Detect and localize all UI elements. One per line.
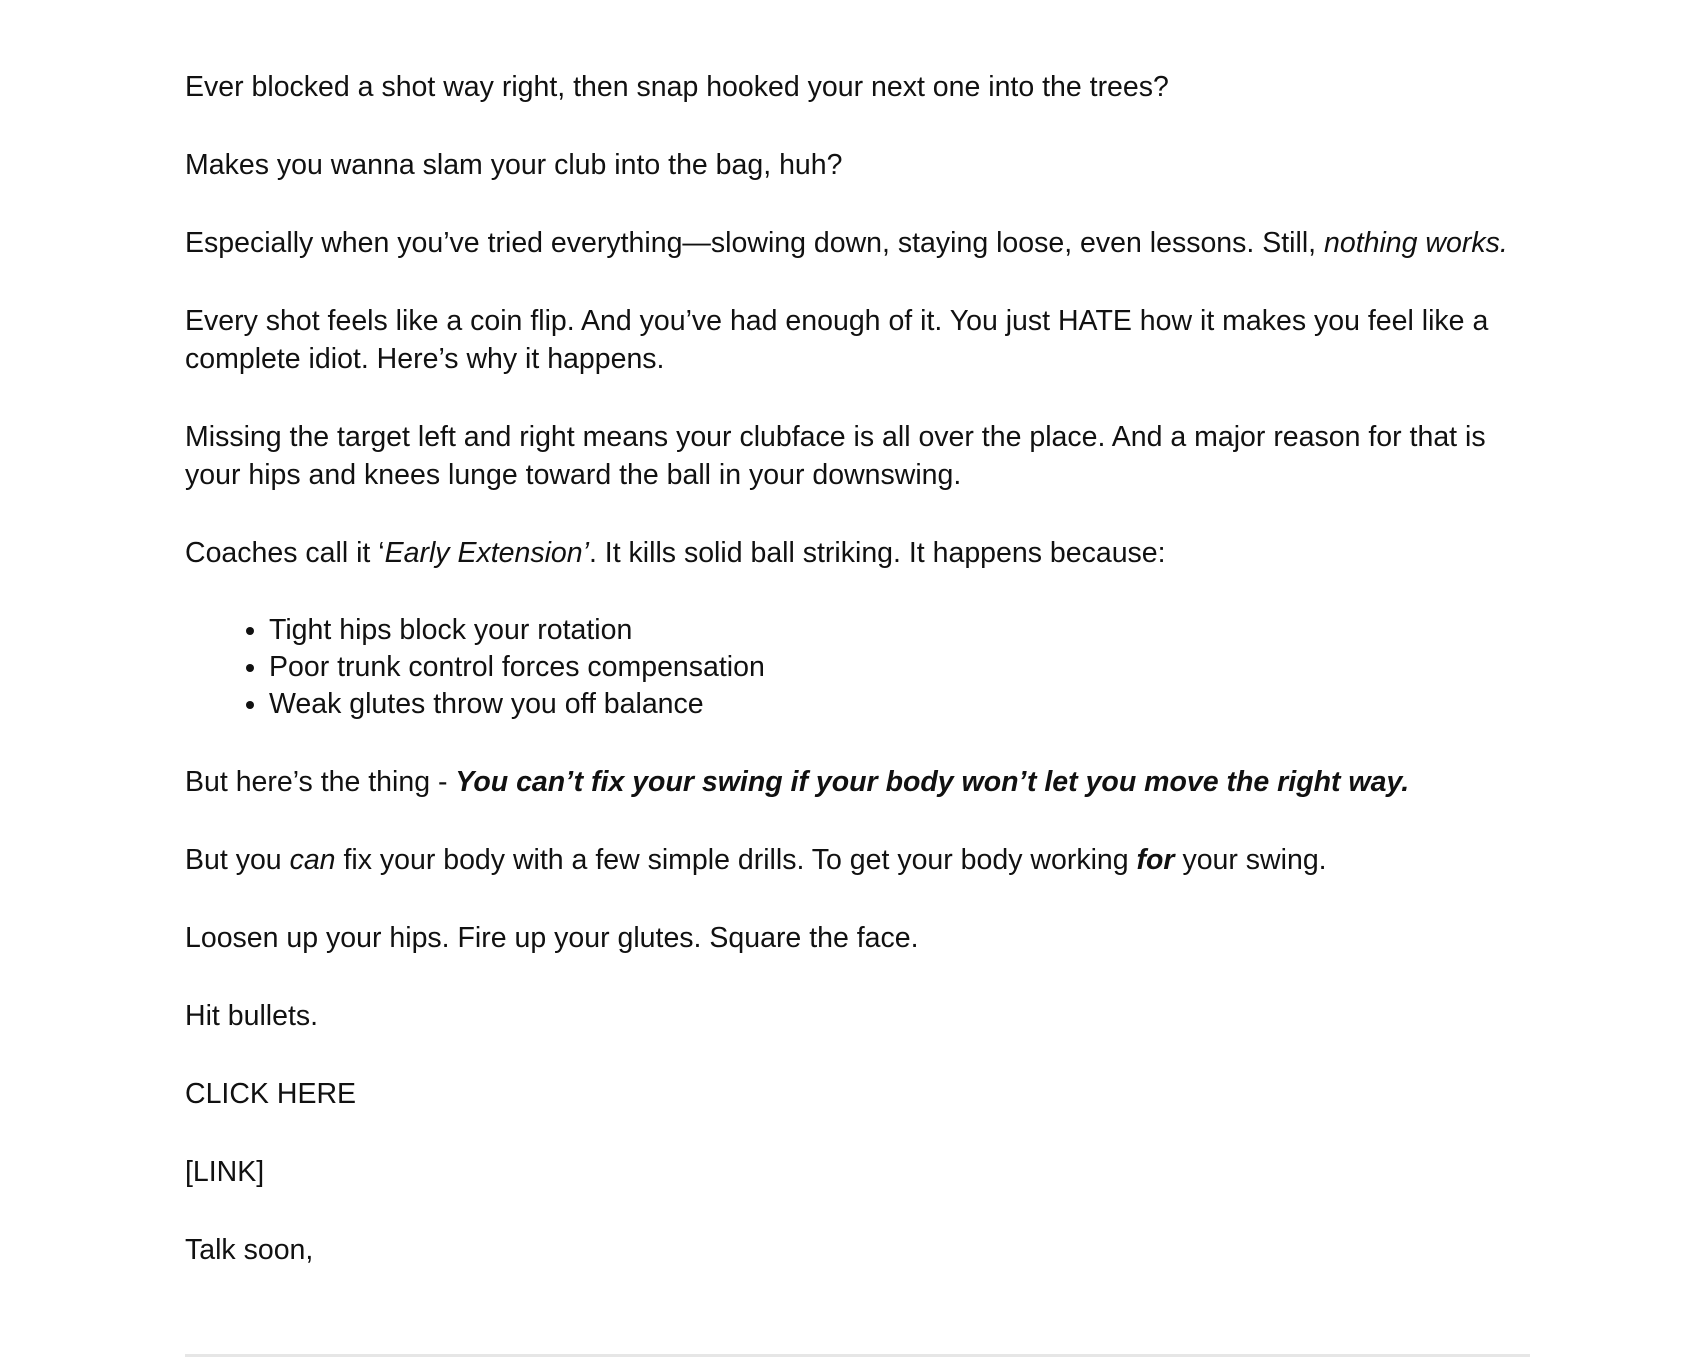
- divider: [185, 1354, 1530, 1357]
- paragraph-slam-club: Makes you wanna slam your club into the bag, huh?: [185, 149, 843, 181]
- reasons-list: [185, 612, 1530, 723]
- emphasis-can: can: [289, 844, 336, 876]
- paragraph-text: Coaches call it ‘: [185, 537, 385, 569]
- cta-click-here[interactable]: CLICK HERE: [185, 1078, 357, 1110]
- emphasis-nothing-works: nothing works.: [1324, 227, 1508, 259]
- paragraph-clubface: Missing the target left and right means your clubface is all over the place. And a major reason for that is your hips and knees lunge toward the ball in your downswing.: [185, 421, 1486, 491]
- paragraph-blocked-shot: Ever blocked a shot way right, then snap hooked your next one into the trees?: [185, 71, 1169, 103]
- paragraph-text: But here’s the thing -: [185, 766, 456, 798]
- emphasis-for-text: for: [1136, 844, 1175, 876]
- paragraph-coin-flip: Every shot feels like a coin flip. And you’ve had enough of it. You just HATE how it makes you feel like a complete idiot. Here’s why it happens.: [185, 305, 1489, 375]
- paragraph-text: fix your body with a few simple drills. To get your body working: [335, 844, 1137, 876]
- paragraph-text: Especially when you’ve tried everything—slowing down, staying loose, even lessons. Still,: [185, 227, 1324, 259]
- list-item: • Weak glutes throw you off balance: [269, 686, 1530, 723]
- signoff: Talk soon,: [185, 1234, 314, 1266]
- paragraph-loosen-up: Loosen up your hips. Fire up your glutes. Square the face.: [185, 922, 919, 954]
- paragraph-the-thing: [185, 763, 1530, 801]
- list-item: • Tight hips block your rotation: [269, 612, 1530, 649]
- paragraph-text: . It kills solid ball striking. It happens because:: [588, 537, 1166, 569]
- emphasis-key-message: [455, 766, 1409, 798]
- email-body: [185, 68, 1530, 1309]
- link-placeholder[interactable]: [LINK]: [185, 1156, 265, 1188]
- paragraph-tried-everything: [185, 224, 1530, 262]
- paragraph-fix-body: [185, 841, 1530, 879]
- emphasis-key-message-text: You can’t fix your swing if your body won’t let you move the right way.: [455, 766, 1410, 798]
- paragraph-hit-bullets: Hit bullets.: [185, 1000, 319, 1032]
- paragraph-text: your swing.: [1174, 844, 1327, 876]
- paragraph-early-extension: [185, 534, 1530, 572]
- list-item: • Poor trunk control forces compensation: [269, 649, 1530, 686]
- emphasis-early-extension: Early Extension’: [384, 537, 589, 569]
- paragraph-text: But you: [185, 844, 290, 876]
- emphasis-for: [1137, 844, 1175, 876]
